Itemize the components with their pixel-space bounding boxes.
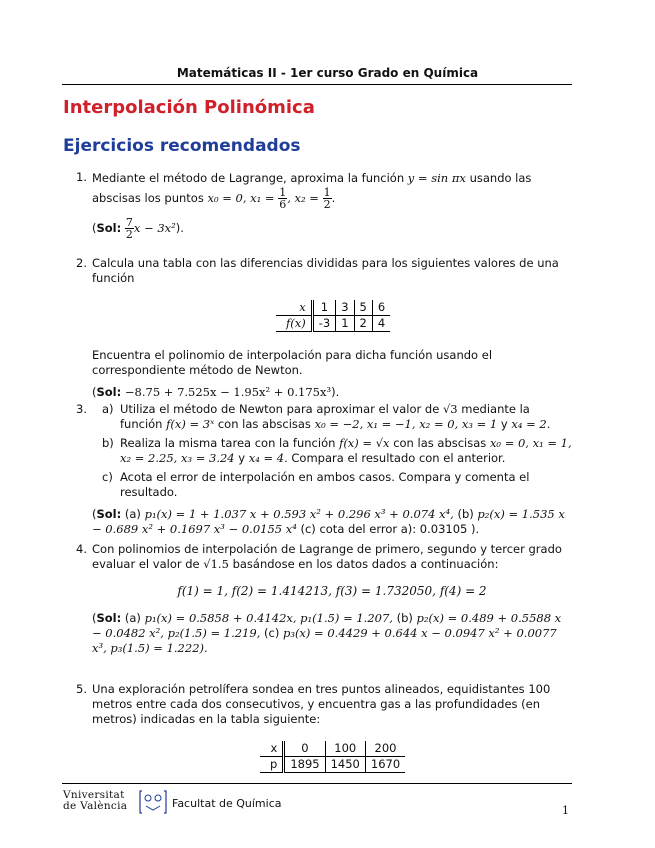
subsection-title: Ejercicios recomendados: [63, 136, 301, 156]
footer-rule: [62, 783, 572, 784]
exercise-number: 1.: [76, 170, 87, 184]
ex1-frac-1: $\frac{1}{6}$: [279, 186, 287, 211]
table-row: f(x) -3 1 2 4: [276, 316, 390, 332]
ex2-solution: (Sol: −8.75 + 7.525x − 1.95x² + 0.175x³).: [92, 385, 340, 399]
faculty-name: Facultat de Química: [172, 797, 282, 810]
ex1-text: Mediante el método de Lagrange, aproxima la función: [92, 171, 405, 185]
exercise-body: [92, 256, 572, 400]
ex2-text-2: Encuentra el polinomio de interpolación para dicha función usando el correspondiente método de Newton.: [92, 348, 493, 377]
exercise-body: Mediante el método de Lagrange, aproxima la función y = sin πx usando las abscisas los puntos x₀ = 0, x₁ = $\frac{1}{6}$ , x₂ = $\frac{1}{2}$ . (Sol: $\frac{7}{2}$ x − 3x²).: [92, 170, 572, 240]
ex1-text-b: usando las abscisas los puntos: [92, 171, 532, 205]
exercise-number: 4.: [76, 542, 87, 556]
ex3-part-b: b) Realiza la misma tarea con la función f(x) = √x con las abscisas x₀ = 0, x₁ = 1, x₂ = 2.25, x₃ = 3.24 y x₄ = 4. Compara el resultado con el anterior.: [102, 436, 572, 465]
exercise-number: 5.: [76, 682, 87, 696]
ex1-solution: (Sol: $\frac{7}{2}$ x − 3x²).: [92, 216, 184, 241]
header-rule: [62, 84, 572, 85]
table-row: p 1895 1450 1670: [260, 757, 405, 773]
ex1-points: x₀ = 0, x₁ =: [207, 191, 275, 205]
ex1-frac-2: $\frac{1}{2}$: [323, 186, 331, 211]
exercise-body: [92, 682, 572, 773]
page-number: 1: [562, 804, 569, 817]
section-title: Interpolación Polinómica: [63, 97, 315, 118]
ex4-data: f(1) = 1, f(2) = 1.414213, f(3) = 1.732050, f(4) = 2: [177, 584, 487, 598]
ex1-function: y = sin πx: [407, 171, 466, 185]
ex2-values-table: [276, 300, 390, 332]
university-logo-text: Vniversitat de València: [63, 789, 128, 812]
ex3-part-c: c) Acota el error de interpolación en ambos casos. Compara y comenta el resultado.: [102, 470, 530, 499]
ex3-part-a: a) Utiliza el método de Newton para aproximar el valor de √3 mediante la función f(x) = 3ˣ con las abscisas x₀ = −2, x₁ = −1, x₂ = 0, x₃ = 1 y x₄ = 2.: [102, 402, 551, 431]
exercise-body: Con polinomios de interpolación de Lagrange de primero, segundo y tercer grado evaluar el valor de √1.5 basándose en los datos dados a continuación: f(1) = 1, f(2) = 1.414213, f(3) = 1.732050, f(4) = 2 (Sol: (a) p₁(x) = 0.5858 + 0.4142x, p₁(1.5) = 1.207, (b) p₂(x) = 0.489 + 0.5588 x − 0.0482 x², p₂(1.5) = 1.219, (c) p₃(x) = 0.4429 + 0.644 x − 0.0947 x² + 0.0077 x³, p₃(1.5) = 1.222).: [92, 542, 572, 656]
exercise-number: 2.: [76, 256, 87, 270]
ex1-points-2: , x₂ =: [287, 191, 319, 205]
ex5-depth-table: [260, 741, 405, 773]
running-header: Matemáticas II - 1er curso Grado en Química: [176, 66, 479, 80]
ex3-solution: (Sol: (a) p₁(x) = 1 + 1.037 x + 0.593 x² + 0.296 x³ + 0.074 x⁴, (b) p₂(x) = 1.535 x − 0.689 x² + 0.1697 x³ − 0.0155 x⁴ (c) cota del error a): 0.03105 ).: [92, 507, 565, 536]
ex2-text: Calcula una tabla con las diferencias divididas para los siguientes valores de una función: [92, 256, 559, 285]
university-seal-icon: [138, 789, 168, 819]
table-row: x 0 100 200: [260, 741, 405, 757]
exercise-body: [92, 402, 572, 537]
ex5-text: Una exploración petrolífera sondea en tres puntos alineados, equidistantes 100 metros entre cada dos consecutivos, y encuentra gas a las profundidades (en metros) indicadas en la tabla siguiente:: [92, 682, 551, 726]
table-row: x 1 3 5 6: [276, 300, 390, 316]
ex4-solution: (Sol: (a) p₁(x) = 0.5858 + 0.4142x, p₁(1.5) = 1.207, (b) p₂(x) = 0.489 + 0.5588 x − 0.0482 x², p₂(1.5) = 1.219, (c) p₃(x) = 0.4429 + 0.644 x − 0.0947 x² + 0.0077 x³, p₃(1.5) = 1.222).: [92, 611, 562, 655]
exercise-number: 3.: [76, 402, 87, 416]
